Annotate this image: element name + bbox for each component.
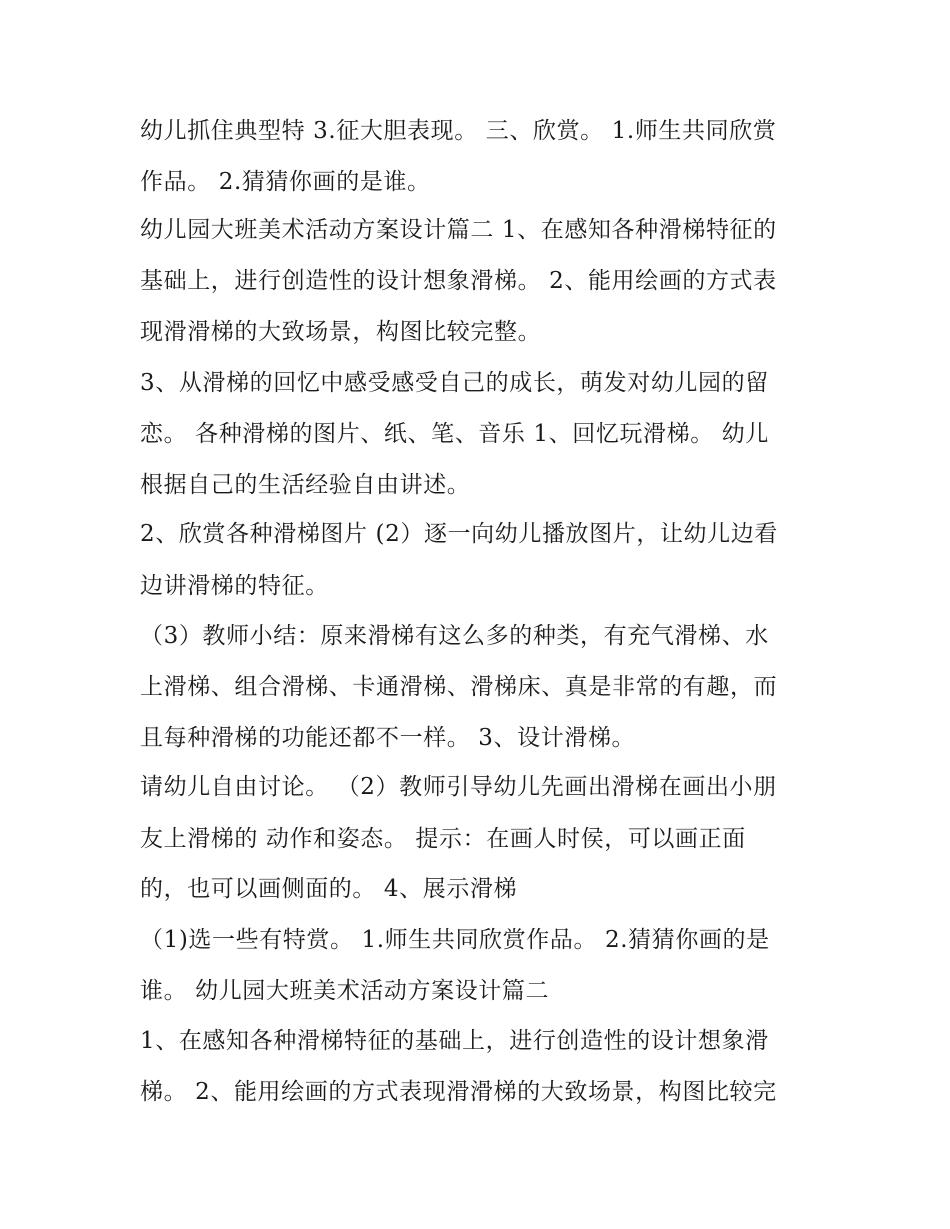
text-line: 上滑梯、组合滑梯、卡通滑梯、滑梯床、真是非常的有趣，而 xyxy=(140,674,778,700)
text-line: 恋。 各种滑梯的图片、纸、笔、音乐 1、回忆玩滑梯。 幼儿 xyxy=(140,421,769,447)
text-line: 幼儿抓住典型特 3.征大胆表现。 三、欣赏。 1.师生共同欣赏 xyxy=(140,118,777,144)
text-line: （3）教师小结：原来滑梯有这么多的种类，有充气滑梯、水 xyxy=(140,623,769,649)
text-line: 梯。 2、能用绘画的方式表现滑滑梯的大致场景，构图比较完 xyxy=(140,1079,777,1105)
text-line: 请幼儿自由讨论。 （2）教师引导幼儿先画出滑梯在画出小朋 xyxy=(140,774,777,800)
text-line: 1、在感知各种滑梯特征的基础上，进行创造性的设计想象滑 xyxy=(140,1028,769,1054)
text-line: 现滑滑梯的大致场景，构图比较完整。 xyxy=(140,319,542,345)
text-line: 作品。 2.猜猜你画的是谁。 xyxy=(140,169,431,195)
text-line: 基础上，进行创造性的设计想象滑梯。 2、能用绘画的方式表 xyxy=(140,268,777,294)
text-line: 且每种滑梯的功能还都不一样。 3、设计滑梯。 xyxy=(140,725,636,751)
text-line: 2、欣赏各种滑梯图片 (2）逐一向幼儿播放图片，让幼儿边看 xyxy=(140,521,778,547)
text-line: 3、从滑梯的回忆中感受感受自己的成长，萌发对幼儿园的留 xyxy=(140,370,769,396)
text-line: （1)选一些有特赏。 1.师生共同欣赏作品。 2.猜猜你画的是 xyxy=(140,927,770,953)
text-line: 友上滑梯的 动作和姿态。 提示：在画人时侯，可以画正面 xyxy=(140,826,746,852)
text-line: 谁。 幼儿园大班美术活动方案设计篇二 xyxy=(140,978,550,1004)
text-line: 根据自己的生活经验自由讲述。 xyxy=(140,472,471,498)
text-line: 幼儿园大班美术活动方案设计篇二 1、在感知各种滑梯特征的 xyxy=(140,217,777,243)
text-line: 的，也可以画侧面的。 4、展示滑梯 xyxy=(140,876,518,902)
text-line: 边讲滑梯的特征。 xyxy=(140,573,329,599)
